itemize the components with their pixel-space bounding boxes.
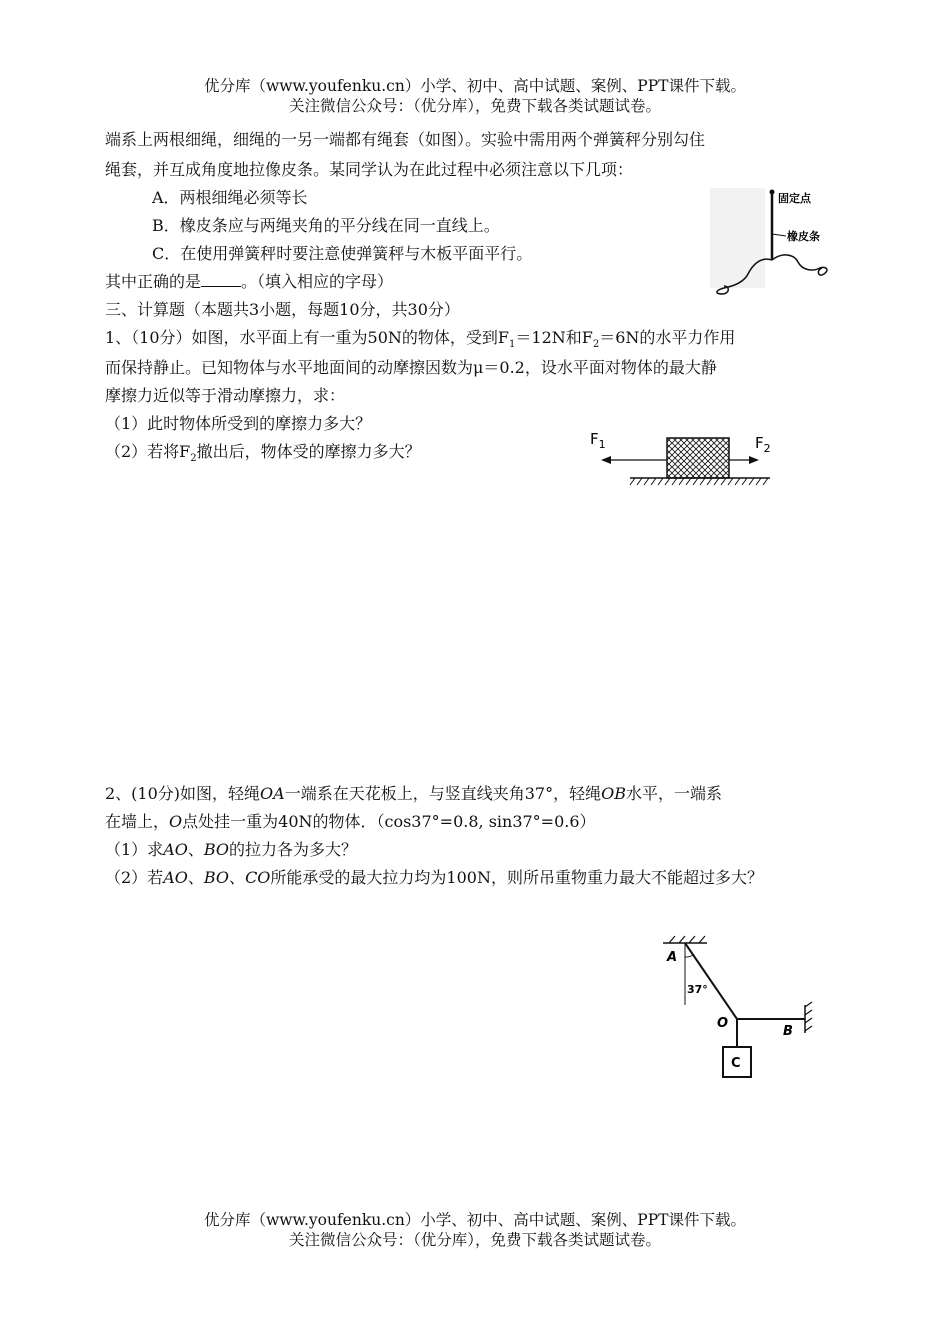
header-line-1: 优分库（www.youfenku.cn）小学、初中、高中试题、案例、PPT课件下载。: [203, 77, 747, 95]
q1-line-1: [105, 328, 735, 355]
label-b: B: [783, 1024, 793, 1039]
ceiling-hatch: [669, 936, 705, 943]
angle-arc: [685, 955, 693, 957]
ground-hatch: [630, 478, 768, 485]
f2-label: $F_2$: [755, 434, 771, 455]
q1-line-1-b: ＝12N和F: [515, 328, 593, 347]
option-a: A．两根细绳必须等长: [152, 188, 308, 207]
q2-line-1-a: 2、(10分)如图，轻绳: [105, 784, 261, 803]
answer-prefix: 其中正确的是: [105, 272, 202, 291]
label-rubber-band: 橡皮条: [787, 230, 820, 243]
label-o: O: [717, 1016, 729, 1031]
q1-part-1: （1）此时物体所受到的摩擦力多大？: [105, 414, 372, 433]
page-header: [0, 76, 950, 116]
right-string: [772, 255, 827, 275]
q2-line-2-c: 点处挂一重为40N的物体．（cos37°=0.8, sin37°=0.6）: [182, 812, 596, 831]
answer-suffix: 。（填入相应的字母）: [241, 272, 394, 291]
q2-ob: OB: [601, 784, 626, 803]
wall-hatch: [805, 1002, 812, 1031]
option-c: C．在使用弹簧秤时要注意使弹簧秤与木板平面平行。: [152, 244, 533, 263]
f1-arrowhead: [601, 456, 611, 464]
block-force-figure: [585, 428, 785, 494]
answer-line: [105, 272, 393, 292]
q2-part-2-g: 所能承受的最大拉力均为100N，则所吊重物重力最大不能超过多大？: [270, 868, 763, 887]
fixed-point-dot: [770, 190, 775, 195]
q2-part-2-a: （2）若: [105, 868, 164, 887]
f2-arrowhead: [749, 456, 759, 464]
q2-part-1-a: （1）求: [105, 840, 164, 859]
section-3-title: 三、计算题（本题共3小题，每题10分，共30分）: [105, 300, 460, 319]
q2-oa: OA: [260, 784, 285, 803]
q2-part-1-sep: 、: [187, 840, 204, 859]
intro-line-1: 端系上两根细绳，细绳的一另一端都有绳套（如图）。实验中需用两个弹簧秤分别勾住: [105, 130, 706, 149]
f1-label: $F_1$: [590, 430, 606, 451]
q2-part-1-ao: AO: [163, 840, 188, 859]
answer-blank[interactable]: [201, 272, 241, 287]
q1-part-2-a: （2）若将F: [105, 442, 191, 461]
q2-part-1-bo: BO: [203, 840, 230, 859]
q1-part-2-sub: 2: [190, 453, 197, 465]
q1-line-1-a: 1、（10分）如图，水平面上有一重为50N的物体，受到F: [105, 328, 510, 347]
q2-line-2-a: 在墙上，: [105, 812, 170, 831]
q2-line-1-e: 水平，一端系: [625, 784, 722, 803]
label-angle: 37°: [687, 983, 708, 996]
q2-part-2-co: CO: [245, 868, 271, 887]
label-a: A: [667, 950, 678, 965]
q1-line-1-c: ＝6N的水平力作用: [599, 328, 736, 347]
q1-sub-1: 1: [509, 339, 516, 351]
footer-line-1: 优分库（www.youfenku.cn）小学、初中、高中试题、案例、PPT课件下载。: [203, 1211, 747, 1229]
label-rubber-leader: [772, 234, 786, 236]
q2-part-2: [105, 868, 763, 888]
q2-part-2-ao: AO: [163, 868, 188, 887]
intro-line-2: 绳套，并互成角度地拉像皮条。某同学认为在此过程中必须注意以下几项：: [105, 160, 634, 179]
q1-part-2: [105, 442, 421, 469]
q1-line-2: 而保持静止。已知物体与水平地面间的动摩擦因数为μ＝0.2，设水平面对物体的最大静: [105, 358, 717, 377]
q1-sub-2: 2: [592, 339, 600, 351]
q2-part-1: [105, 840, 357, 860]
block: [667, 438, 729, 478]
footer-line-2: 关注微信公众号：（优分库），免费下载各类试题试卷。: [288, 1231, 661, 1249]
q2-line-1-c: 一端系在天花板上，与竖直线夹角37°，轻绳: [284, 784, 602, 803]
q2-part-2-bo: BO: [203, 868, 230, 887]
q2-line-2: [105, 812, 596, 832]
rubber-band-figure: [700, 182, 845, 300]
q1-part-2-b: 撤出后，物体受的摩擦力多大？: [196, 442, 421, 461]
rope-oa: [685, 943, 737, 1019]
q2-part-1-e: 的拉力各为多大？: [229, 840, 358, 859]
figure-watermark: [710, 188, 765, 288]
option-b: B．橡皮条应与两绳夹角的平分线在同一直线上。: [152, 216, 500, 235]
label-c: C: [731, 1056, 741, 1071]
page-footer: [0, 1210, 950, 1250]
rope-tension-figure: [655, 935, 820, 1085]
q2-o: O: [169, 812, 183, 831]
label-fixed-point: 固定点: [778, 192, 811, 205]
header-line-2: 关注微信公众号：（优分库），免费下载各类试题试卷。: [288, 97, 661, 115]
q2-line-1: [105, 784, 722, 804]
q2-part-2-sep2: 、: [229, 868, 246, 887]
q1-line-3: 摩擦力近似等于滑动摩擦力，求：: [105, 386, 346, 405]
q2-part-2-sep1: 、: [187, 868, 204, 887]
